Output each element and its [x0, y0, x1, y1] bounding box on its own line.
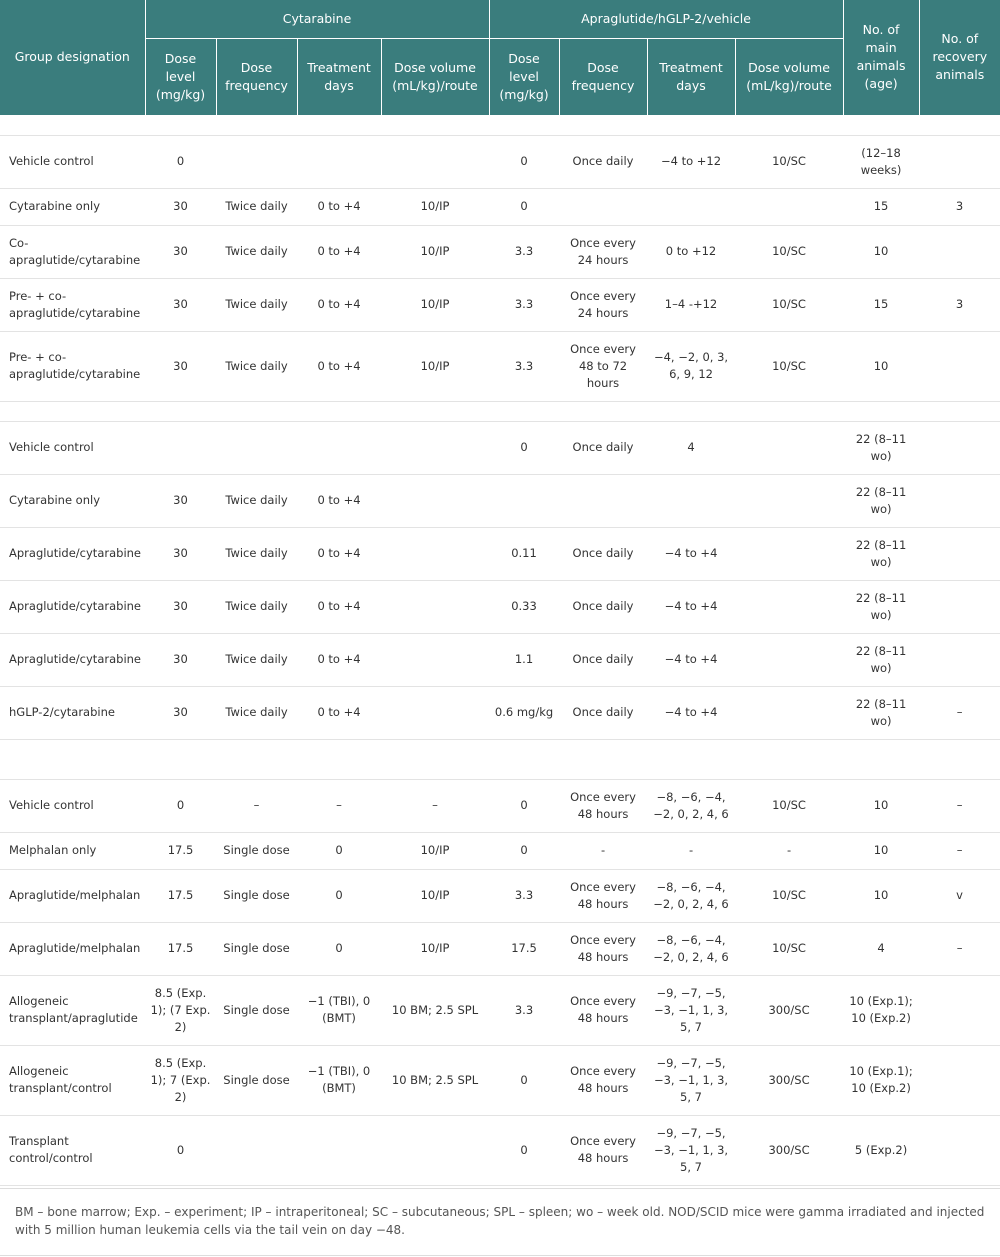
table-row — [0, 1045, 1000, 1115]
cell-apr-dose-frequency: Once every 48 hours — [559, 779, 647, 832]
cell-recovery-animals — [919, 225, 1000, 278]
cell-group: Apraglutide/cytarabine — [0, 633, 145, 686]
header-cyt-dose-level: Dose level (mg/kg) — [145, 38, 216, 115]
cell-cyt-dose-level: 30 — [145, 278, 216, 331]
cell-recovery-animals — [919, 331, 1000, 401]
cell-apr-dose-level: 17.5 — [489, 922, 559, 975]
header-apr-dose-volume: Dose volume (mL/kg)/route — [735, 38, 843, 115]
cell-cyt-dose-level: 30 — [145, 686, 216, 739]
table-row — [0, 135, 1000, 188]
cell-apr-treatment-days: −8, −6, −4, −2, 0, 2, 4, 6 — [647, 869, 735, 922]
cell-apr-dose-level: 0 — [489, 421, 559, 474]
cell-apr-dose-level: 0 — [489, 1045, 559, 1115]
cell-apr-dose-level: 0 — [489, 188, 559, 225]
cell-cyt-dose-frequency: Single dose — [216, 975, 297, 1045]
cell-apr-dose-volume: - — [735, 832, 843, 869]
cell-apr-dose-volume — [735, 188, 843, 225]
cell-main-animals: 10 — [843, 779, 919, 832]
cell-group: Pre- + co-apraglutide/cytarabine — [0, 331, 145, 401]
cell-apr-dose-level: 3.3 — [489, 975, 559, 1045]
section-spacer — [0, 739, 1000, 779]
cell-apr-dose-level: 1.1 — [489, 633, 559, 686]
cell-apr-treatment-days: −4 to +12 — [647, 135, 735, 188]
cell-cyt-dose-volume — [381, 686, 489, 739]
cell-apr-dose-level: 0.6 mg/kg — [489, 686, 559, 739]
header-recovery-animals: No. of recovery animals — [919, 0, 1000, 115]
cell-apr-dose-volume: 300/SC — [735, 1045, 843, 1115]
cell-apr-dose-level: 0 — [489, 1115, 559, 1185]
cell-apr-dose-level: 0 — [489, 135, 559, 188]
cell-cyt-dose-frequency: Twice daily — [216, 527, 297, 580]
cell-cyt-dose-volume: 10/IP — [381, 922, 489, 975]
table-row — [0, 225, 1000, 278]
cell-apr-dose-volume — [735, 527, 843, 580]
cell-group: Vehicle control — [0, 421, 145, 474]
cell-group: Transplant control/control — [0, 1115, 145, 1185]
cell-main-animals: 10 — [843, 832, 919, 869]
cell-main-animals: 22 (8–11 wo) — [843, 421, 919, 474]
cell-cyt-treatment-days: 0 — [297, 832, 381, 869]
cell-apr-treatment-days: −4 to +4 — [647, 633, 735, 686]
cell-cyt-treatment-days: 0 to +4 — [297, 331, 381, 401]
cell-cyt-treatment-days: 0 to +4 — [297, 527, 381, 580]
cell-cyt-dose-volume: 10/IP — [381, 188, 489, 225]
cell-cyt-treatment-days: −1 (TBI), 0 (BMT) — [297, 975, 381, 1045]
cell-recovery-animals: – — [919, 832, 1000, 869]
table-footnote: BM – bone marrow; Exp. – experiment; IP – intraperitoneal; SC – subcutaneous; SPL – spleen; wo – week old. NOD/SCID mice were gamma irradiated and injected with 5 million human leukemia cells via the tail vein on day −48. — [0, 1188, 1000, 1256]
cell-recovery-animals — [919, 135, 1000, 188]
table-row — [0, 474, 1000, 527]
cell-apr-dose-frequency — [559, 188, 647, 225]
cell-group: Pre- + co-apraglutide/cytarabine — [0, 278, 145, 331]
cell-cyt-dose-level: 30 — [145, 225, 216, 278]
cell-cyt-dose-volume — [381, 1115, 489, 1185]
header-cyt-dose-volume: Dose volume (mL/kg)/route — [381, 38, 489, 115]
cell-cyt-dose-frequency: Single dose — [216, 1045, 297, 1115]
cell-apr-dose-frequency: Once daily — [559, 135, 647, 188]
cell-apr-dose-volume — [735, 686, 843, 739]
cell-apr-dose-frequency: Once daily — [559, 633, 647, 686]
table-row — [0, 1115, 1000, 1185]
table-row — [0, 832, 1000, 869]
cell-cyt-dose-frequency: – — [216, 779, 297, 832]
cell-apr-treatment-days: −9, −7, −5, −3, −1, 1, 3, 5, 7 — [647, 1115, 735, 1185]
cell-cyt-dose-volume — [381, 421, 489, 474]
cell-main-animals: 15 — [843, 188, 919, 225]
cell-apr-dose-level: 0 — [489, 832, 559, 869]
cell-cyt-dose-frequency — [216, 1115, 297, 1185]
cell-cyt-treatment-days: −1 (TBI), 0 (BMT) — [297, 1045, 381, 1115]
cell-group: Cytarabine only — [0, 188, 145, 225]
cell-apr-dose-level: 3.3 — [489, 869, 559, 922]
cell-cyt-treatment-days — [297, 1115, 381, 1185]
cell-cyt-treatment-days: 0 — [297, 922, 381, 975]
table-row — [0, 975, 1000, 1045]
cell-apr-treatment-days: −4 to +4 — [647, 527, 735, 580]
cell-group: Apraglutide/melphalan — [0, 869, 145, 922]
cell-apr-dose-frequency: Once every 24 hours — [559, 278, 647, 331]
cell-apr-dose-frequency: Once every 48 to 72 hours — [559, 331, 647, 401]
cell-recovery-animals — [919, 1115, 1000, 1185]
cell-cyt-dose-volume: 10 BM; 2.5 SPL — [381, 975, 489, 1045]
cell-apr-treatment-days: −8, −6, −4, −2, 0, 2, 4, 6 — [647, 922, 735, 975]
cell-apr-dose-level: 0 — [489, 779, 559, 832]
header-main-animals: No. of main animals (age) — [843, 0, 919, 115]
cell-cyt-dose-level: 30 — [145, 527, 216, 580]
cell-cyt-dose-level: 17.5 — [145, 832, 216, 869]
cell-apr-dose-frequency: - — [559, 832, 647, 869]
cell-apr-treatment-days: −4 to +4 — [647, 580, 735, 633]
cell-cyt-treatment-days: – — [297, 779, 381, 832]
cell-recovery-animals: – — [919, 922, 1000, 975]
cell-cyt-dose-volume: – — [381, 779, 489, 832]
cell-recovery-animals: 3 — [919, 188, 1000, 225]
cell-group: Co-apraglutide/cytarabine — [0, 225, 145, 278]
cell-recovery-animals: – — [919, 779, 1000, 832]
header-apr-dose-frequency: Dose frequency — [559, 38, 647, 115]
cell-apr-treatment-days: 4 — [647, 421, 735, 474]
cell-main-animals: 22 (8–11 wo) — [843, 527, 919, 580]
cell-cyt-treatment-days — [297, 135, 381, 188]
cell-apr-dose-level: 0.11 — [489, 527, 559, 580]
cell-main-animals: 10 (Exp.1); 10 (Exp.2) — [843, 1045, 919, 1115]
cell-apr-dose-frequency: Once every 24 hours — [559, 225, 647, 278]
table-row — [0, 527, 1000, 580]
header-apraglutide: Apraglutide/hGLP-2/vehicle — [489, 0, 843, 38]
cell-apr-dose-volume: 10/SC — [735, 225, 843, 278]
cell-apr-dose-volume: 10/SC — [735, 331, 843, 401]
table-row — [0, 331, 1000, 401]
cell-apr-treatment-days: - — [647, 832, 735, 869]
cell-apr-dose-level: 3.3 — [489, 225, 559, 278]
cell-cyt-dose-frequency — [216, 421, 297, 474]
cell-apr-treatment-days: −8, −6, −4, −2, 0, 2, 4, 6 — [647, 779, 735, 832]
cell-cyt-dose-level: 17.5 — [145, 922, 216, 975]
cell-cyt-dose-level: 17.5 — [145, 869, 216, 922]
table-row — [0, 922, 1000, 975]
cell-apr-treatment-days: 1–4 -+12 — [647, 278, 735, 331]
cell-main-animals: 10 — [843, 869, 919, 922]
cell-cyt-dose-level: 30 — [145, 331, 216, 401]
cell-group: Melphalan only — [0, 832, 145, 869]
cell-recovery-animals: 3 — [919, 278, 1000, 331]
cell-group: Apraglutide/cytarabine — [0, 527, 145, 580]
cell-group: Apraglutide/cytarabine — [0, 580, 145, 633]
cell-cyt-dose-frequency: Twice daily — [216, 686, 297, 739]
cell-recovery-animals — [919, 474, 1000, 527]
cell-cyt-dose-level: 30 — [145, 188, 216, 225]
cell-apr-dose-volume: 300/SC — [735, 1115, 843, 1185]
cell-cyt-dose-frequency — [216, 135, 297, 188]
cell-group: Apraglutide/melphalan — [0, 922, 145, 975]
cell-apr-dose-volume — [735, 633, 843, 686]
table-row — [0, 278, 1000, 331]
cell-main-animals: 10 — [843, 225, 919, 278]
cell-apr-dose-frequency: Once daily — [559, 580, 647, 633]
cell-apr-dose-level — [489, 474, 559, 527]
cell-cyt-treatment-days: 0 to +4 — [297, 474, 381, 527]
cell-apr-dose-volume — [735, 474, 843, 527]
cell-apr-dose-volume: 10/SC — [735, 922, 843, 975]
cell-main-animals: 22 (8–11 wo) — [843, 686, 919, 739]
cell-cyt-dose-level: 30 — [145, 633, 216, 686]
cell-apr-dose-frequency: Once every 48 hours — [559, 1115, 647, 1185]
section-spacer — [0, 115, 1000, 135]
cell-cyt-dose-frequency: Single dose — [216, 832, 297, 869]
header-cytarabine: Cytarabine — [145, 0, 489, 38]
cell-main-animals: 5 (Exp.2) — [843, 1115, 919, 1185]
cell-recovery-animals: v — [919, 869, 1000, 922]
cell-cyt-treatment-days: 0 to +4 — [297, 278, 381, 331]
cell-apr-dose-frequency: Once every 48 hours — [559, 922, 647, 975]
cell-cyt-dose-level: 30 — [145, 474, 216, 527]
table-row — [0, 869, 1000, 922]
cell-apr-dose-frequency — [559, 474, 647, 527]
section-spacer — [0, 401, 1000, 421]
cell-cyt-dose-volume: 10/IP — [381, 869, 489, 922]
cell-cyt-dose-level: 8.5 (Exp. 1); 7 (Exp. 2) — [145, 1045, 216, 1115]
cell-cyt-dose-frequency: Twice daily — [216, 474, 297, 527]
cell-cyt-dose-level: 0 — [145, 779, 216, 832]
table-row — [0, 633, 1000, 686]
cell-apr-dose-frequency: Once daily — [559, 421, 647, 474]
cell-recovery-animals — [919, 633, 1000, 686]
cell-cyt-treatment-days: 0 to +4 — [297, 188, 381, 225]
cell-apr-dose-frequency: Once daily — [559, 686, 647, 739]
cell-main-animals: 10 (Exp.1); 10 (Exp.2) — [843, 975, 919, 1045]
cell-apr-treatment-days: −9, −7, −5, −3, −1, 1, 3, 5, 7 — [647, 1045, 735, 1115]
table-row — [0, 188, 1000, 225]
cell-cyt-dose-volume — [381, 633, 489, 686]
cell-recovery-animals — [919, 975, 1000, 1045]
cell-recovery-animals — [919, 527, 1000, 580]
cell-apr-dose-volume: 10/SC — [735, 779, 843, 832]
cell-apr-treatment-days: −4, −2, 0, 3, 6, 9, 12 — [647, 331, 735, 401]
cell-cyt-dose-level — [145, 421, 216, 474]
cell-recovery-animals — [919, 1045, 1000, 1115]
header-apr-treatment-days: Treatment days — [647, 38, 735, 115]
cell-apr-dose-volume — [735, 580, 843, 633]
cell-cyt-dose-frequency: Twice daily — [216, 225, 297, 278]
cell-cyt-dose-volume — [381, 135, 489, 188]
cell-apr-dose-frequency: Once every 48 hours — [559, 975, 647, 1045]
cell-cyt-dose-frequency: Single dose — [216, 869, 297, 922]
cell-cyt-dose-frequency: Twice daily — [216, 633, 297, 686]
cell-apr-treatment-days: −4 to +4 — [647, 686, 735, 739]
cell-apr-dose-volume — [735, 421, 843, 474]
table-row — [0, 686, 1000, 739]
cell-apr-treatment-days — [647, 188, 735, 225]
cell-cyt-treatment-days: 0 to +4 — [297, 580, 381, 633]
cell-apr-dose-frequency: Once every 48 hours — [559, 869, 647, 922]
cell-cyt-treatment-days — [297, 421, 381, 474]
header-group-designation: Group designation — [0, 0, 145, 115]
cell-group: Allogeneic transplant/apraglutide — [0, 975, 145, 1045]
cell-group: hGLP-2/cytarabine — [0, 686, 145, 739]
cell-main-animals: 15 — [843, 278, 919, 331]
cell-apr-dose-volume: 300/SC — [735, 975, 843, 1045]
cell-apr-dose-volume: 10/SC — [735, 278, 843, 331]
cell-apr-dose-frequency: Once every 48 hours — [559, 1045, 647, 1115]
cell-cyt-dose-level: 30 — [145, 580, 216, 633]
cell-main-animals: (12–18 weeks) — [843, 135, 919, 188]
cell-cyt-dose-level: 0 — [145, 135, 216, 188]
cell-cyt-dose-volume — [381, 527, 489, 580]
cell-cyt-dose-frequency: Twice daily — [216, 278, 297, 331]
cell-group: Vehicle control — [0, 779, 145, 832]
cell-apr-dose-level: 3.3 — [489, 331, 559, 401]
header-cyt-dose-frequency: Dose frequency — [216, 38, 297, 115]
cell-main-animals: 10 — [843, 331, 919, 401]
table-row — [0, 421, 1000, 474]
cell-apr-treatment-days: −9, −7, −5, −3, −1, 1, 3, 5, 7 — [647, 975, 735, 1045]
cell-cyt-dose-frequency: Twice daily — [216, 188, 297, 225]
cell-cyt-dose-volume: 10/IP — [381, 225, 489, 278]
cell-main-animals: 22 (8–11 wo) — [843, 633, 919, 686]
cell-recovery-animals — [919, 580, 1000, 633]
cell-cyt-dose-frequency: Single dose — [216, 922, 297, 975]
cell-apr-treatment-days: 0 to +12 — [647, 225, 735, 278]
cell-apr-dose-frequency: Once daily — [559, 527, 647, 580]
cell-recovery-animals — [919, 421, 1000, 474]
cell-recovery-animals: – — [919, 686, 1000, 739]
cell-group: Vehicle control — [0, 135, 145, 188]
cell-cyt-dose-volume — [381, 580, 489, 633]
cell-cyt-dose-volume: 10/IP — [381, 832, 489, 869]
cell-cyt-dose-volume: 10/IP — [381, 278, 489, 331]
cell-apr-dose-volume: 10/SC — [735, 135, 843, 188]
cell-cyt-dose-volume: 10 BM; 2.5 SPL — [381, 1045, 489, 1115]
cell-cyt-treatment-days: 0 to +4 — [297, 686, 381, 739]
cell-cyt-dose-volume: 10/IP — [381, 331, 489, 401]
cell-cyt-dose-frequency: Twice daily — [216, 580, 297, 633]
cell-apr-treatment-days — [647, 474, 735, 527]
cell-cyt-dose-volume — [381, 474, 489, 527]
cell-apr-dose-volume: 10/SC — [735, 869, 843, 922]
cell-cyt-dose-level: 0 — [145, 1115, 216, 1185]
cell-cyt-dose-frequency: Twice daily — [216, 331, 297, 401]
header-cyt-treatment-days: Treatment days — [297, 38, 381, 115]
cell-cyt-treatment-days: 0 to +4 — [297, 633, 381, 686]
header-apr-dose-level: Dose level (mg/kg) — [489, 38, 559, 115]
table-row — [0, 779, 1000, 832]
cell-group: Allogeneic transplant/control — [0, 1045, 145, 1115]
cell-cyt-treatment-days: 0 to +4 — [297, 225, 381, 278]
cell-apr-dose-level: 0.33 — [489, 580, 559, 633]
cell-cyt-treatment-days: 0 — [297, 869, 381, 922]
cell-apr-dose-level: 3.3 — [489, 278, 559, 331]
cell-main-animals: 22 (8–11 wo) — [843, 474, 919, 527]
cell-main-animals: 22 (8–11 wo) — [843, 580, 919, 633]
cell-main-animals: 4 — [843, 922, 919, 975]
table-row — [0, 580, 1000, 633]
cell-group: Cytarabine only — [0, 474, 145, 527]
cell-cyt-dose-level: 8.5 (Exp. 1); (7 Exp. 2) — [145, 975, 216, 1045]
